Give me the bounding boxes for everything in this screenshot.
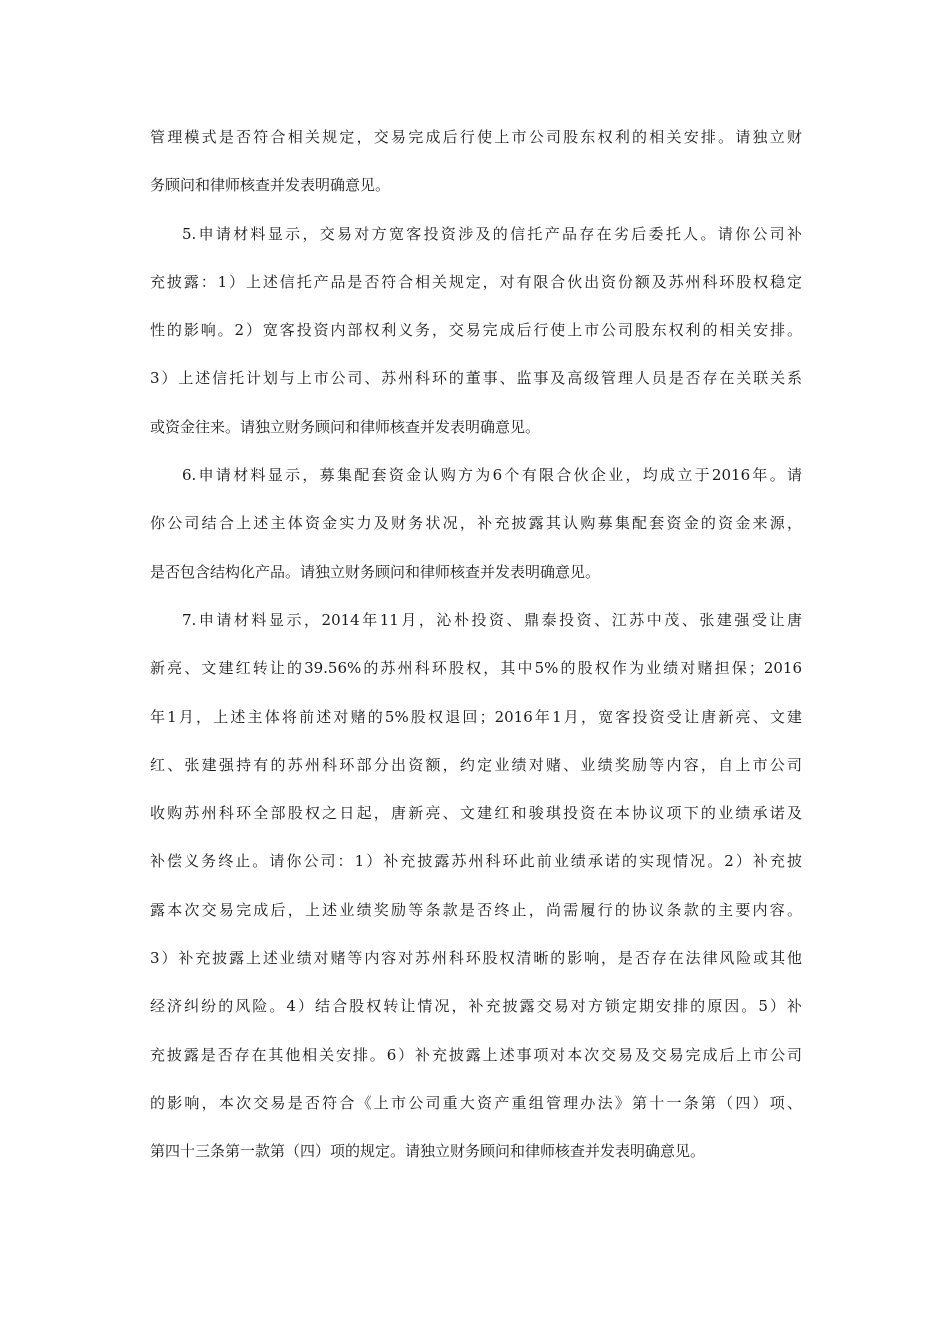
paragraph-5-start: 5.申请材料显示，交易对方宽客投资涉及的信托产品存在劣后委托人。请你公司补 bbox=[182, 224, 802, 243]
text-line: 补偿义务终止。请你公司：1）补充披露苏州科环此前业绩承诺的实现情况。2）补充披 bbox=[150, 852, 802, 871]
text-line: 经济纠纷的风险。4）结合股权转让情况，补充披露交易对方锁定期安排的原因。5）补 bbox=[150, 997, 802, 1016]
text-line: 的影响，本次交易是否符合《上市公司重大资产重组管理办法》第十一条第（四）项、 bbox=[150, 1093, 802, 1112]
text-line: 第四十三条第一款第（四）项的规定。请独立财务顾问和律师核查并发表明确意见。 bbox=[150, 1142, 706, 1161]
text-line: 性的影响。2）宽客投资内部权利义务，交易完成后行使上市公司股东权利的相关安排。 bbox=[150, 321, 802, 340]
text-line: 3）上述信托计划与上市公司、苏州科环的董事、监事及高级管理人员是否存在关联关系 bbox=[150, 369, 802, 388]
text-line: 年1月，上述主体将前述对赌的5%股权退回；2016年1月，宽客投资受让唐新亮、文建 bbox=[150, 707, 802, 726]
text-line: 3）补充披露上述业绩对赌等内容对苏州科环股权清晰的影响，是否存在法律风险或其他 bbox=[150, 949, 802, 968]
text-line: 充披露：1）上述信托产品是否符合相关规定，对有限合伙出资份额及苏州科环股权稳定 bbox=[150, 272, 802, 291]
text-line: 管理模式是否符合相关规定，交易完成后行使上市公司股东权利的相关安排。请独立财 bbox=[150, 128, 802, 146]
paragraph-7-start: 7.申请材料显示，2014年11月，沁朴投资、鼎泰投资、江苏中茂、张建强受让唐 bbox=[182, 610, 802, 629]
text-line: 或资金往来。请独立财务顾问和律师核查并发表明确意见。 bbox=[150, 417, 541, 436]
text-line: 是否包含结构化产品。请独立财务顾问和律师核查并发表明确意见。 bbox=[150, 562, 601, 581]
text-line: 新亮、文建红转让的39.56%的苏州科环股权，其中5%的股权作为业绩对赌担保；2016 bbox=[150, 659, 802, 678]
text-line: 露本次交易完成后，上述业绩奖励等条款是否终止，尚需履行的协议条款的主要内容。 bbox=[150, 900, 802, 919]
document-body bbox=[150, 120, 802, 1183]
text-line: 充披露是否存在其他相关安排。6）补充披露上述事项对本次交易及交易完成后上市公司 bbox=[150, 1045, 802, 1064]
paragraph-6-start: 6.申请材料显示，募集配套资金认购方为6个有限合伙企业，均成立于2016年。请 bbox=[182, 466, 802, 485]
text-line: 你公司结合上述主体资金实力及财务状况，补充披露其认购募集配套资金的资金来源， bbox=[150, 514, 802, 533]
text-line: 收购苏州科环全部股权之日起，唐新亮、文建红和骏琪投资在本协议项下的业绩承诺及 bbox=[150, 804, 802, 823]
text-line: 红、张建强持有的苏州科环部分出资额，约定业绩对赌、业绩奖励等内容，自上市公司 bbox=[150, 755, 802, 774]
text-line: 务顾问和律师核查并发表明确意见。 bbox=[150, 176, 391, 195]
